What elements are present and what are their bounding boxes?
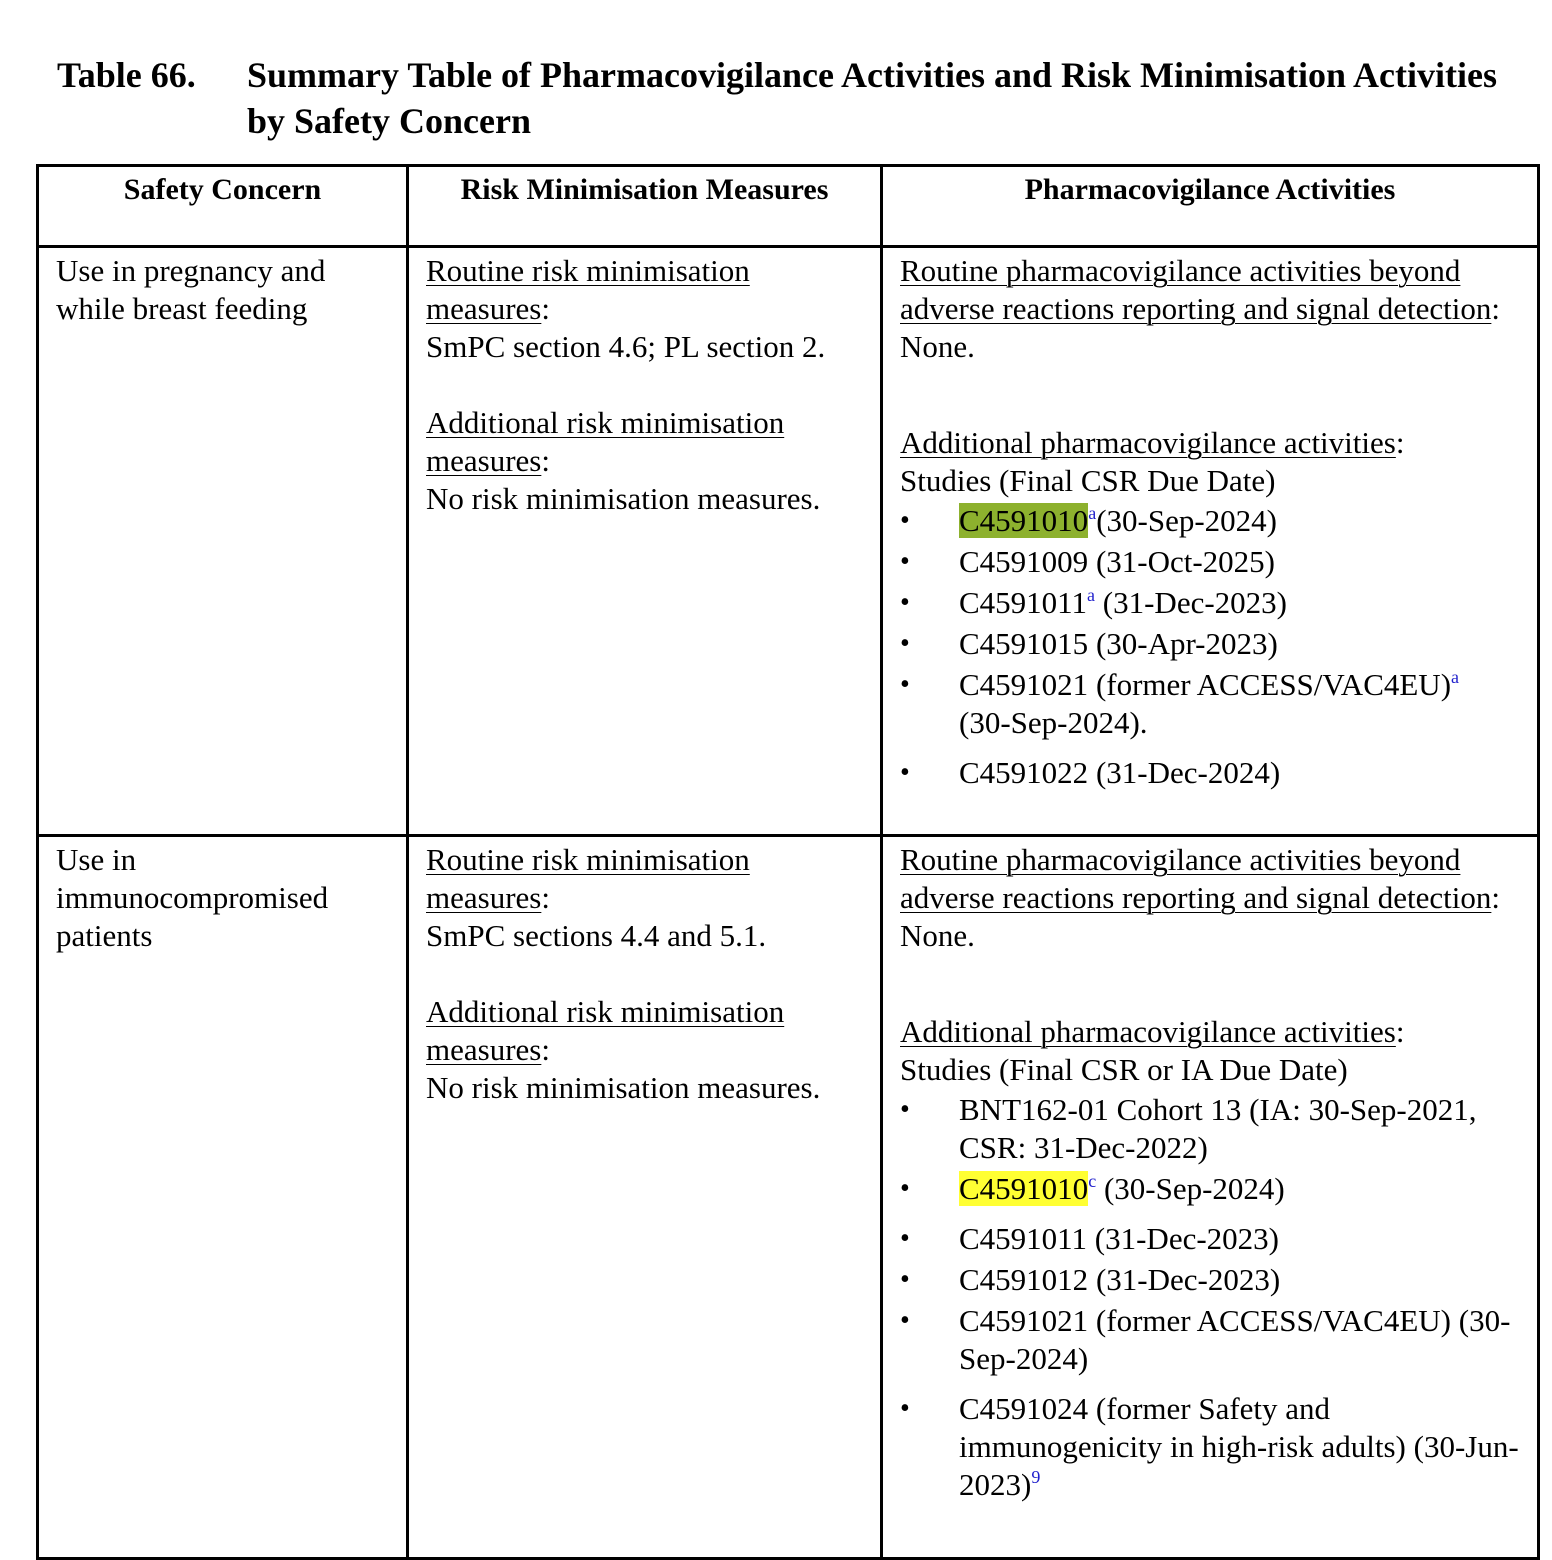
footnote-ref[interactable]: c <box>1088 1171 1097 1191</box>
study-date: (30-Apr-2023) <box>1088 626 1278 661</box>
study-date: (30-Sep-2024) <box>1096 1171 1285 1206</box>
study-text: C4591021 (former ACCESS/VAC4EU) (30-Sep-2024) <box>959 1303 1511 1376</box>
studies-list <box>900 502 1525 792</box>
study-date: (31-Dec-2023) <box>1095 585 1287 620</box>
study-id: C4591009 <box>959 544 1089 579</box>
header-pharmacovigilance: Pharmacovigilance Activities <box>882 166 1539 247</box>
study-id: C4591022 <box>959 755 1089 790</box>
studies-heading: Studies (Final CSR or IA Due Date) <box>900 1052 1348 1087</box>
rmm-cell: Routine risk minimisation measures: SmPC section 4.6; PL section 2. Additional risk minimisation measures: No risk minimisation measures. <box>408 247 882 836</box>
study-desc: (former ACCESS/VAC4EU) <box>1088 667 1452 702</box>
study-id: C4591010 <box>959 503 1089 538</box>
list-item <box>900 754 1525 792</box>
list-item <box>900 1170 1525 1208</box>
study-id: C4591015 <box>959 626 1089 661</box>
study-text: BNT162-01 Cohort 13 (IA: 30-Sep-2021, CSR: 31-Dec-2022) <box>959 1092 1477 1165</box>
study-id: C4591010 <box>959 1171 1089 1206</box>
routine-pv-text: None. <box>900 918 975 953</box>
footnote-ref[interactable]: 9 <box>1031 1467 1041 1487</box>
list-item <box>900 1302 1525 1378</box>
additional-pv-label: Additional pharmacovigilance activities <box>900 1014 1396 1049</box>
table-row <box>38 247 1539 836</box>
concern-cell <box>38 836 408 1559</box>
safety-concern-table <box>36 164 1540 1560</box>
footnote-ref[interactable]: a <box>1088 503 1097 523</box>
additional-rmm-label: Additional risk minimisation measures <box>426 994 785 1067</box>
additional-rmm-label: Additional risk minimisation measures <box>426 405 785 478</box>
study-date: (31-Dec-2023) <box>1087 1221 1279 1256</box>
list-item <box>900 666 1525 742</box>
study-id: C4591012 <box>959 1262 1089 1297</box>
table-caption <box>57 52 1527 144</box>
study-date: (31-Dec-2024) <box>1088 755 1281 790</box>
study-date: (30-Sep-2024). <box>959 705 1148 740</box>
routine-pv-label: Routine pharmacovigilance activities beyond adverse reactions reporting and signal detection <box>900 253 1492 326</box>
study-text: C4591024 (former Safety and immunogenicity in high-risk adults) (30-Jun-2023) <box>959 1391 1519 1502</box>
table-title: Summary Table of Pharmacovigilance Activities and Risk Minimisation Activities by Safety Concern <box>247 55 1497 141</box>
rmm-cell: Routine risk minimisation measures: SmPC sections 4.4 and 5.1. Additional risk minimisation measures: No risk minimisation measures. <box>408 836 882 1559</box>
studies-heading: Studies (Final CSR Due Date) <box>900 463 1276 498</box>
routine-rmm-label: Routine risk minimisation measures <box>426 842 750 915</box>
list-item <box>900 543 1525 581</box>
pv-cell: Routine pharmacovigilance activities beyond adverse reactions reporting and signal detection: None. Additional pharmacovigilance activities: Studies (Final CSR Due Date) • C4591010$^a$(30-Sep-2024) • C4591009 (31-Oct-2025) • C4591011$^a$ (31-Dec-2023) • C4591015 (30-Apr-2023) • C4591021 (former ACCESS/VAC4EU)$^a$ (30-Sep-2024). • C4591022 (31-Dec-2024) <box>882 247 1539 836</box>
study-id: C4591021 <box>959 667 1089 702</box>
header-risk-minimisation: Risk Minimisation Measures <box>408 166 882 247</box>
list-item <box>900 1220 1525 1258</box>
routine-rmm-text: SmPC sections 4.4 and 5.1. <box>426 918 767 953</box>
study-date: (31-Oct-2025) <box>1088 544 1275 579</box>
routine-rmm-label: Routine risk minimisation measures <box>426 253 750 326</box>
study-id: C4591011 <box>959 585 1088 620</box>
additional-pv-label: Additional pharmacovigilance activities <box>900 425 1396 460</box>
routine-rmm-text: SmPC section 4.6; PL section 2. <box>426 329 826 364</box>
additional-rmm-text: No risk minimisation measures. <box>426 481 821 516</box>
concern-cell <box>38 247 408 836</box>
list-item <box>900 1261 1525 1299</box>
footnote-ref[interactable]: a <box>1087 585 1096 605</box>
routine-pv-text: None. <box>900 329 975 364</box>
header-row <box>38 166 1539 247</box>
table-row <box>38 836 1539 1559</box>
table-number: Table 66. <box>57 55 196 95</box>
header-safety-concern: Safety Concern <box>38 166 408 247</box>
studies-list <box>900 1091 1525 1504</box>
pv-cell: Routine pharmacovigilance activities beyond adverse reactions reporting and signal detection: None. Additional pharmacovigilance activities: Studies (Final CSR or IA Due Date) • BNT162-01 Cohort 13 (IA: 30-Sep-2021, CSR: 31-Dec-2022) • C4591010$^c$ (30-Sep-2024) • C4591011 (31-Dec-2023) • C4591012 (31-Dec-2023) • C4591021 (former ACCESS/VAC4EU) (30-Sep-2024) • C4591024 (former Safety and immunogenicity in high-risk adults) (30-Jun-2023)$^9$ <box>882 836 1539 1559</box>
list-item <box>900 502 1525 540</box>
list-item <box>900 1390 1525 1504</box>
footnote-ref[interactable]: a <box>1451 667 1460 687</box>
study-date: (31-Dec-2023) <box>1088 1262 1281 1297</box>
list-item <box>900 1091 1525 1167</box>
additional-rmm-text: No risk minimisation measures. <box>426 1070 821 1105</box>
routine-pv-label: Routine pharmacovigilance activities beyond adverse reactions reporting and signal detection <box>900 842 1492 915</box>
concern-text: Use in pregnancy and while breast feeding <box>56 253 326 326</box>
list-item <box>900 625 1525 663</box>
study-date: (30-Sep-2024) <box>1096 503 1277 538</box>
concern-text: Use in immunocompromised patients <box>56 842 329 953</box>
list-item <box>900 584 1525 622</box>
study-id: C4591011 <box>959 1221 1088 1256</box>
